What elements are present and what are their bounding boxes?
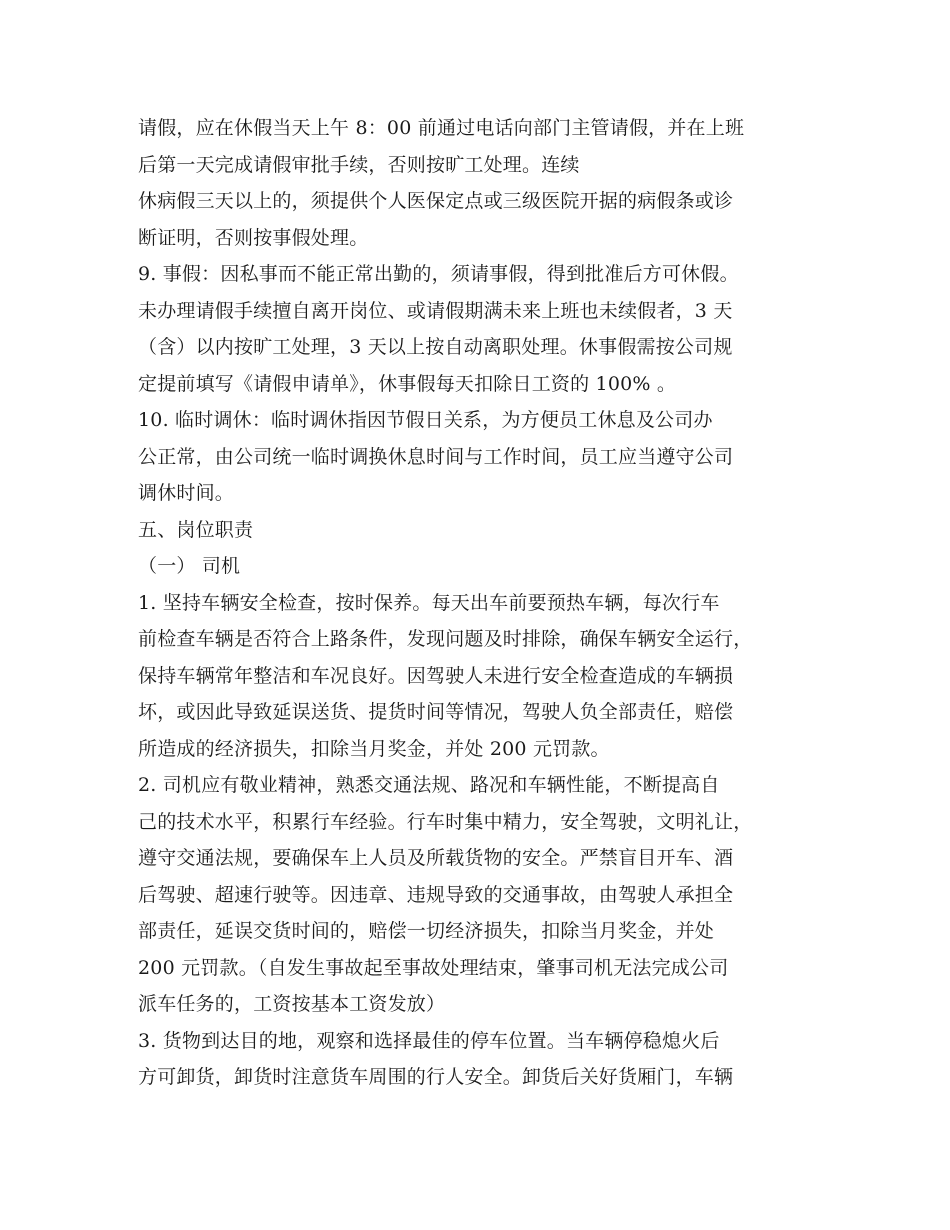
- text-line: 9. 事假：因私事而不能正常出勤的，须请事假，得到批准后方可休假。: [138, 263, 739, 285]
- text-line: 断证明，否则按事假处理。: [138, 226, 369, 249]
- text-line: 保持车辆常年整洁和车况良好。因驾驶人未进行安全检查造成的车辆损: [138, 664, 734, 687]
- text-line: 请假，应在休假当天上午 8：00 前通过电话向部门主管请假，并在上班: [138, 117, 745, 139]
- text-line: 2. 司机应有敬业精神，熟悉交通法规、路况和车辆性能，不断提高自: [138, 774, 720, 796]
- text-line: 遵守交通法规，要确保车上人员及所载货物的安全。严禁盲目开车、酒: [138, 847, 734, 869]
- text-line: 前检查车辆是否符合上路条件，发现问题及时排除，确保车辆安全运行，: [138, 628, 753, 650]
- text-line: 调休时间。: [138, 482, 235, 504]
- text-line: 休病假三天以上的，须提供个人医保定点或三级医院开据的病假条或诊: [138, 190, 734, 212]
- text-line: 后第一天完成请假审批手续，否则按旷工处理。连续: [138, 153, 580, 176]
- text-line: 方可卸货，卸货时注意货车周围的行人安全。卸货后关好货厢门，车辆: [138, 1066, 734, 1088]
- subsection-heading: （一） 司机: [138, 555, 241, 577]
- text-line: 10. 临时调休：临时调休指因节假日关系，为方便员工休息及公司办: [138, 409, 713, 431]
- text-line: 3. 货物到达目的地，观察和选择最佳的停车位置。当车辆停稳熄火后: [138, 1029, 720, 1052]
- text-line: 定提前填写《请假申请单》，休事假每天扣除日工资的 100% 。: [138, 372, 677, 395]
- text-line: 所造成的经济损失，扣除当月奖金，并处 200 元罚款。: [138, 737, 610, 760]
- text-line: 己的技术水平，积累行车经验。行车时集中精力，安全驾驶，文明礼让，: [138, 810, 753, 833]
- text-line: 坏，或因此导致延误送货、提货时间等情况，驾驶人负全部责任，赔偿: [138, 701, 734, 723]
- text-line: 公正常，由公司统一临时调换休息时间与工作时间，员工应当遵守公司: [138, 445, 734, 468]
- text-line: 部责任，延误交货时间的，赔偿一切经济损失，扣除当月奖金，并处: [138, 920, 715, 942]
- section-heading: 五、岗位职责: [138, 518, 254, 541]
- text-line: 派车任务的，工资按基本工资发放）: [138, 993, 446, 1015]
- text-line: 后驾驶、超速行驶等。因违章、违规导致的交通事故，由驾驶人承担全: [138, 883, 734, 906]
- text-line: （含）以内按旷工处理，3 天以上按自动离职处理。休事假需按公司规: [138, 336, 733, 358]
- text-line: 200 元罚款。（自发生事故起至事故处理结束，肇事司机无法完成公司: [138, 956, 729, 979]
- text-line: 1. 坚持车辆安全检查，按时保养。每天出车前要预热车辆，每次行车: [138, 591, 720, 614]
- document-body: [138, 110, 818, 1096]
- text-line: 未办理请假手续擅自离开岗位、或请假期满未来上班也未续假者，3 天: [138, 299, 733, 322]
